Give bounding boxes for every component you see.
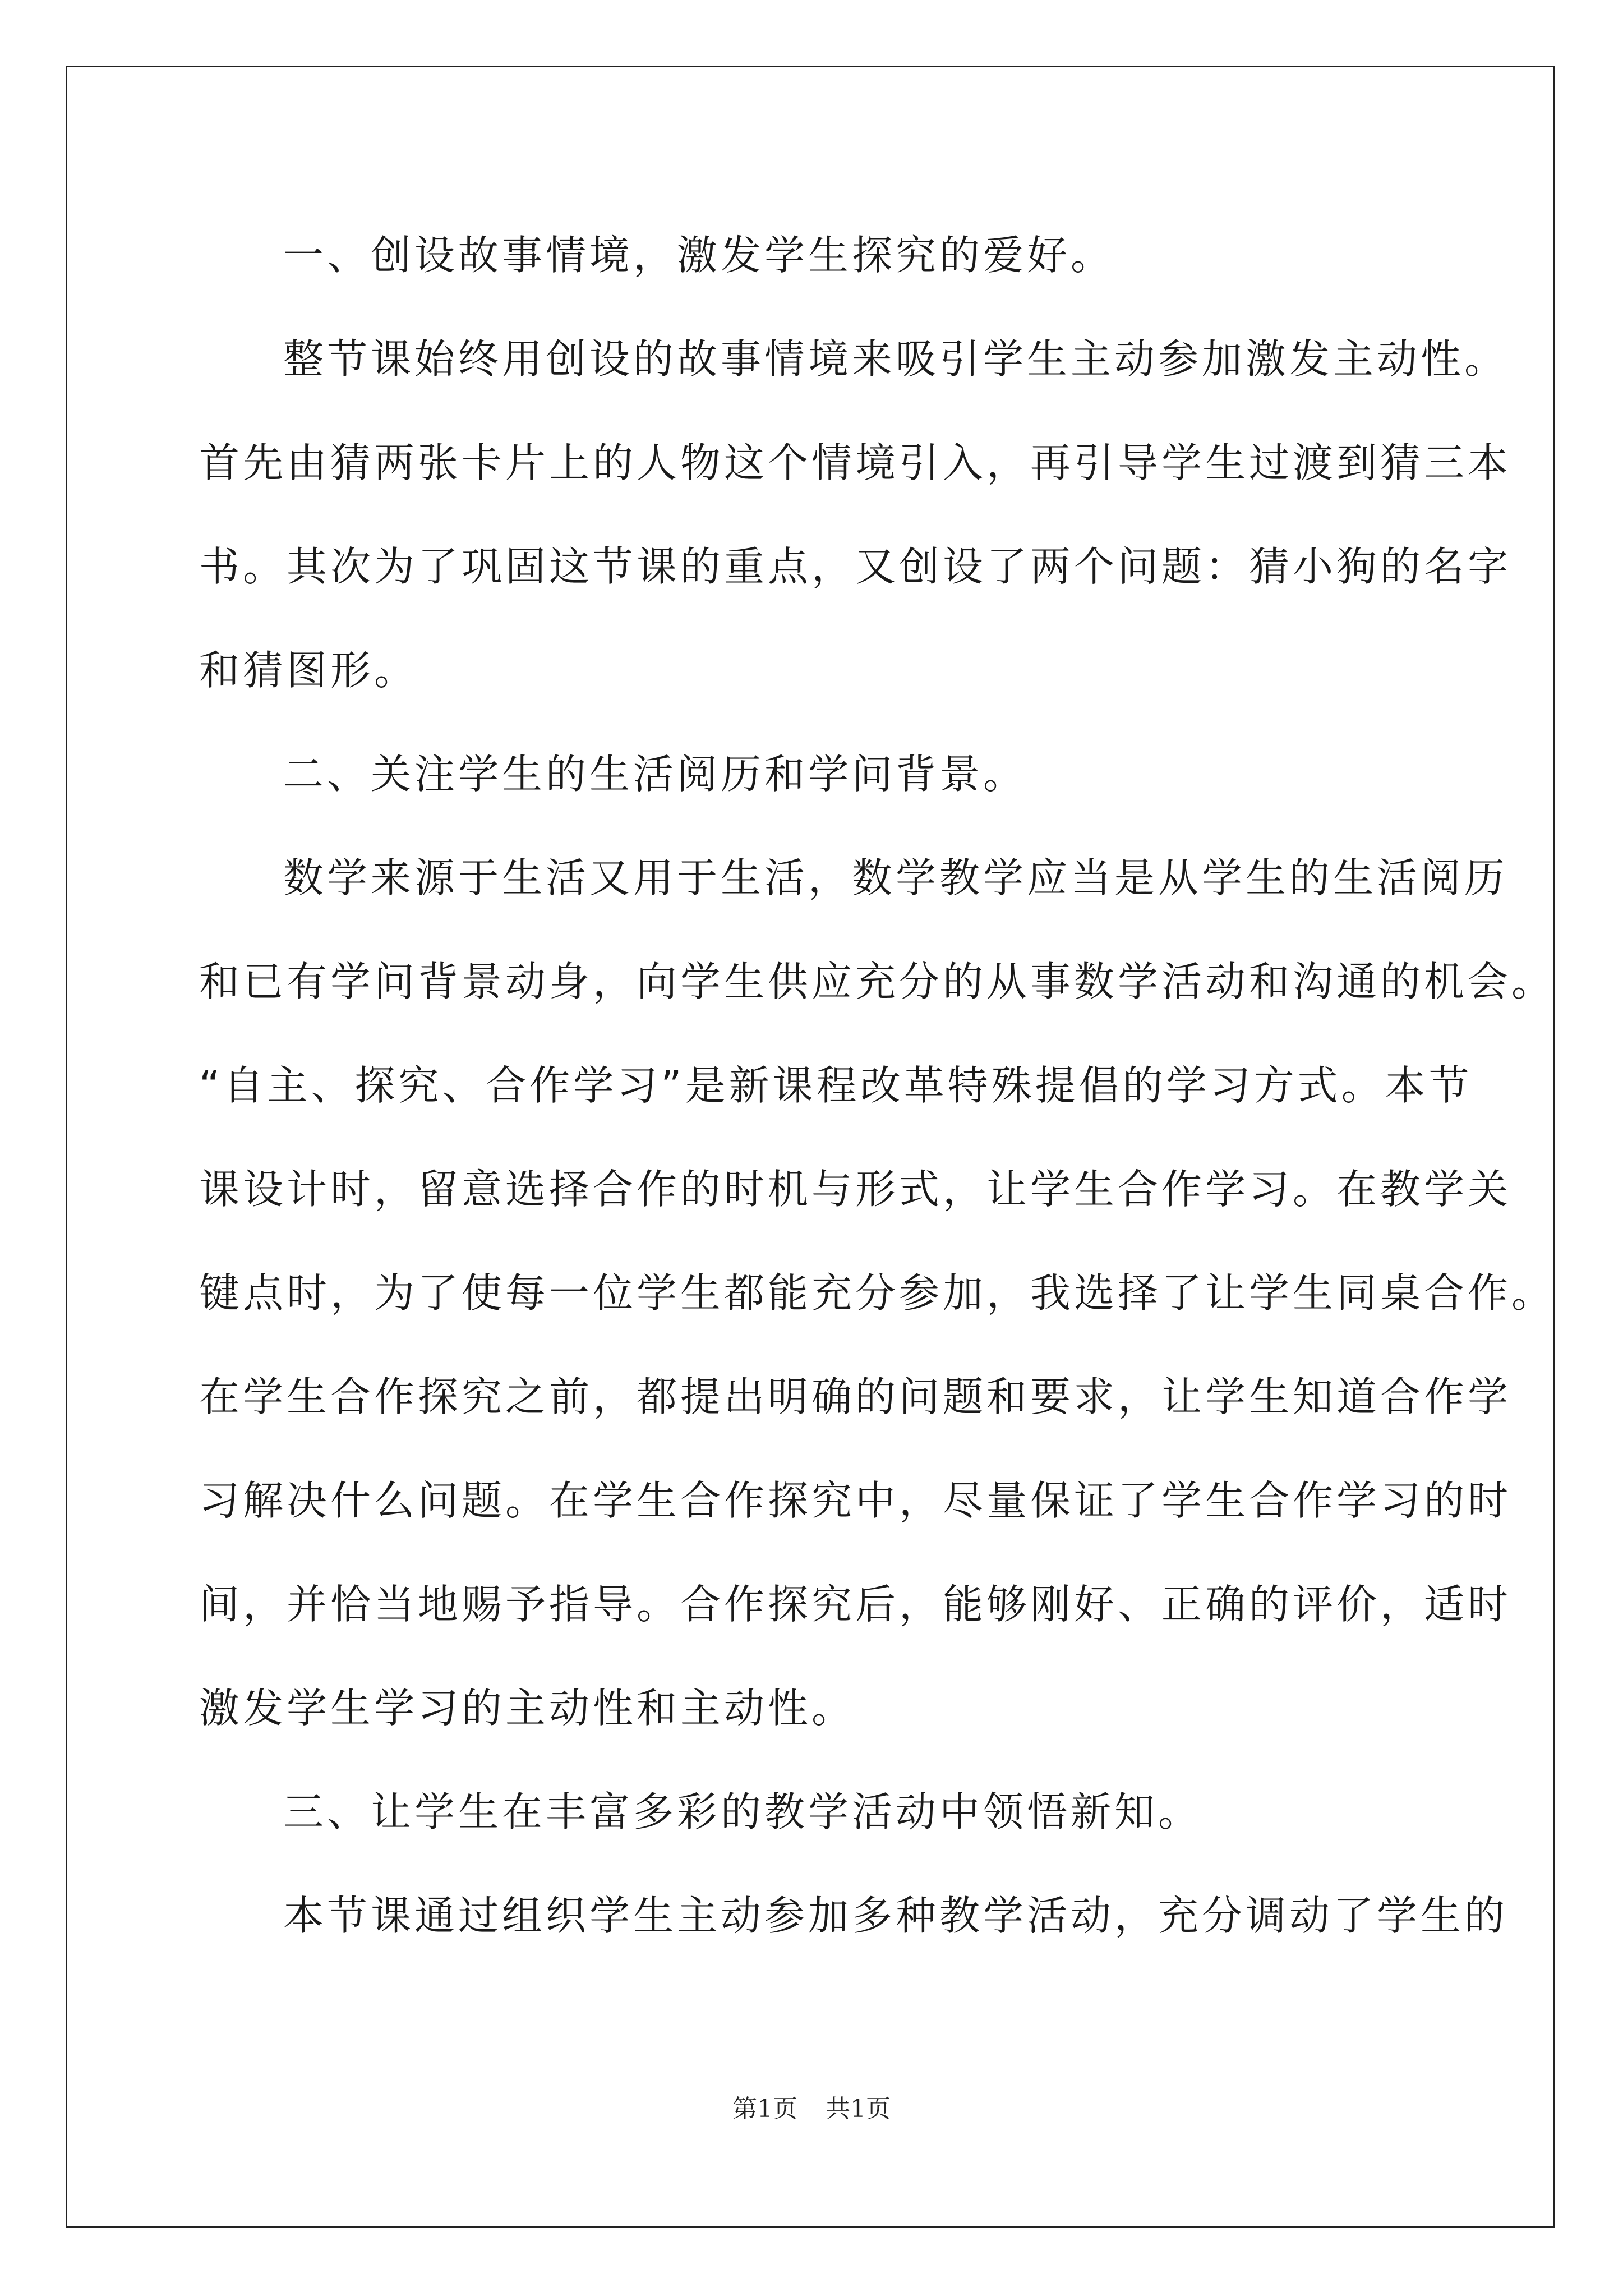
heading-section-3: 三、让学生在丰富多彩的教学活动中领悟新知。 <box>283 1788 1202 1835</box>
paragraph-line: 书。其次为了巩固这节课的重点，又创设了两个问题：猜小狗的名字 <box>199 543 1512 590</box>
page-total: 共1页 <box>826 2095 891 2123</box>
heading-section-2: 二、关注学生的生活阅历和学问背景。 <box>283 751 1027 798</box>
paragraph-line: 本节课通过组织学生主动参加多种教学活动，充分调动了学生的 <box>283 1892 1509 1939</box>
paragraph-line: 和已有学问背景动身，向学生供应充分的从事数学活动和沟通的机会。 <box>199 958 1556 1005</box>
page-footer <box>0 2092 1623 2126</box>
paragraph-line: 键点时，为了使每一位学生都能充分参加，我选择了让学生同桌合作。 <box>199 1269 1556 1317</box>
paragraph-line: 整节课始终用创设的故事情境来吸引学生主动参加激发主动性。 <box>283 335 1509 383</box>
page-number: 第1页 <box>732 2095 797 2123</box>
paragraph-line: 课设计时，留意选择合作的时机与形式，让学生合作学习。在教学关 <box>199 1166 1512 1213</box>
heading-section-1: 一、创设故事情境，激发学生探究的爱好。 <box>283 232 1115 279</box>
paragraph-line: 间，并恰当地赐予指导。合作探究后，能够刚好、正确的评价，适时 <box>199 1581 1512 1628</box>
paragraph-line: “自主、探究、合作学习”是新课程改革特殊提倡的学习方式。本节 <box>199 1062 1473 1109</box>
paragraph-line: 在学生合作探究之前，都提出明确的问题和要求，让学生知道合作学 <box>199 1373 1512 1420</box>
paragraph-line: 数学来源于生活又用于生活，数学教学应当是从学生的生活阅历 <box>283 854 1509 901</box>
paragraph-line: 首先由猜两张卡片上的人物这个情境引入，再引导学生过渡到猜三本 <box>199 439 1512 486</box>
paragraph-line: 习解决什么问题。在学生合作探究中，尽量保证了学生合作学习的时 <box>199 1477 1512 1524</box>
paragraph-line: 激发学生学习的主动性和主动性。 <box>199 1685 856 1732</box>
paragraph-line: 和猜图形。 <box>199 647 418 694</box>
